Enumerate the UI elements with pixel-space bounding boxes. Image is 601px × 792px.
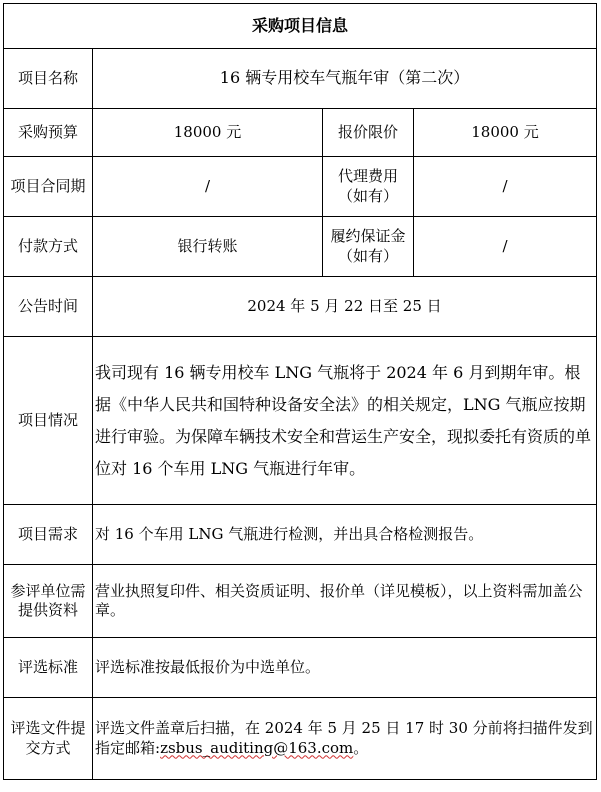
selection-criteria-value: 评选标准按最低报价为中选单位。 [93,638,597,698]
submission-method-label-line2: 交方式 [25,738,71,757]
required-materials-label-line1: 参评单位需 [10,581,86,600]
agency-fee-label-text: 代理费用 [337,167,398,185]
submission-method-label-line1: 评选文件提 [10,719,86,737]
project-name-label: 项目名称 [4,49,93,109]
agency-fee-label [323,157,414,217]
performance-bond-label [323,217,414,277]
price-limit-value: 18000 元 [414,109,597,157]
announcement-time-value: 2024 年 5 月 22 日至 25 日 [93,277,597,337]
required-materials-label-line2: 提供资料 [17,601,78,619]
project-requirement-value: 对 16 个车用 LNG 气瓶进行检测，并出具合格检测报告。 [93,505,597,565]
performance-bond-label-note: （如有） [337,246,398,265]
budget-value: 18000 元 [93,109,323,157]
submission-method-label [4,698,93,780]
project-requirement-label: 项目需求 [4,505,93,565]
materials-row [4,565,597,638]
title-row [4,4,597,49]
project-name-value: 16 辆专用校车气瓶年审（第二次） [93,49,597,109]
payment-row [4,217,597,277]
contract-period-label: 项目合同期 [4,157,93,217]
required-materials-value: 营业执照复印件、相关资质证明、报价单（详见模板），以上资料需加盖公章。 [93,565,597,638]
procurement-info-table [3,3,597,780]
situation-row [4,337,597,505]
email-address: zsbus_auditing@163.com [160,738,354,757]
agency-fee-value: / [414,157,597,217]
submission-method-value [93,698,597,780]
submission-row [4,698,597,780]
payment-method-label: 付款方式 [4,217,93,277]
payment-method-value: 银行转账 [93,217,323,277]
price-limit-label: 报价限价 [323,109,414,157]
budget-label: 采购预算 [4,109,93,157]
performance-bond-label-text: 履约保证金 [330,227,406,245]
project-situation-label: 项目情况 [4,337,93,505]
performance-bond-value: / [414,217,597,277]
contract-period-value: / [93,157,323,217]
announcement-row [4,277,597,337]
contract-period-row [4,157,597,217]
selection-criteria-label: 评选标准 [4,638,93,698]
budget-row [4,109,597,157]
submission-text: 评选文件盖章后扫描，在 2024 年 5 月 25 日 17 时 30 分前将扫描件发到指定邮箱: [95,719,593,757]
project-situation-value: 我司现有 16 辆专用校车 LNG 气瓶将于 2024 年 6 月到期年审。根据《中华人民共和国特种设备安全法》的相关规定，LNG 气瓶应按期进行审验。为保障车辆技术安全和营运生产安全，现拟委托有资质的单位对 16 个车用 LNG 气瓶进行年审。 [93,337,597,505]
agency-fee-label-note: （如有） [337,186,398,205]
required-materials-label [4,565,93,638]
submission-suffix: 。 [353,738,369,757]
project-name-row [4,49,597,109]
criteria-row [4,638,597,698]
announcement-time-label: 公告时间 [4,277,93,337]
requirement-row [4,505,597,565]
table-title: 采购项目信息 [4,4,597,49]
